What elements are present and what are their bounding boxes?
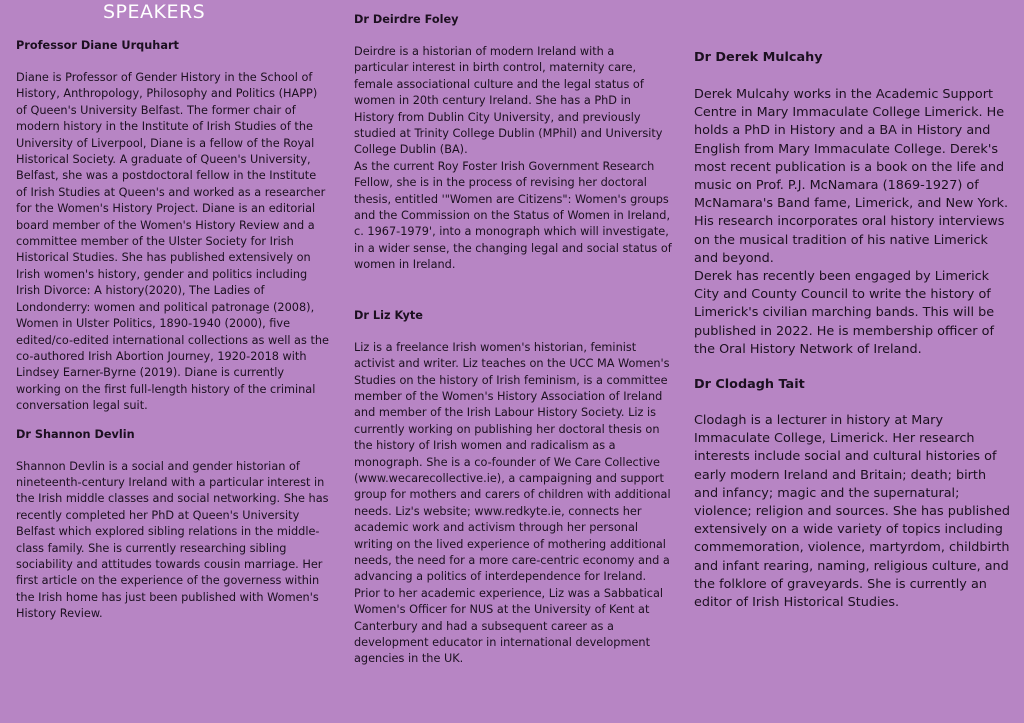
speaker-name: Dr Liz Kyte — [354, 308, 423, 322]
speaker-bio: Clodagh is a lecturer in history at Mary Immaculate College, Limerick. Her research interests include social and cultural histories of early modern Ireland and Britain; death; birth and infancy; magic and the supernatural; violence; religion and sources. She has published extensively on a wide variety of topics including commemoration, violence, martyrdom, childbirth and infant rearing, naming, religious culture, and the folklore of graveyards. She is currently an editor of Irish Historical Studies. — [694, 413, 1010, 611]
speaker-bio: Liz is a freelance Irish women's historian, feminist activist and writer. Liz teaches on the UCC MA Women's Studies on the history of Irish feminism, is a committee member of the Women's History Association of Ireland and member of the Irish Labour History Society. Liz is currently working on publishing her doctoral thesis on the history of Irish women and radicalism as a monograph. She is a co-founder of We Care Collective (www.wecarecollective.ie), a campaigning and support group for mothers and carers of children with additional needs. Liz's website; www.redkyte.ie, connects her academic work and activism through her personal writing on the lived experience of mothering additional needs, the need for a more care-centric economy and a advancing a politics of interdependence for Ireland. Prior to her academic experience, Liz was a Sabbatical Women's Officer for NUS at the University of Kent at Canterbury and had a subsequent career as a development educator in international development agencies in the UK. — [354, 340, 671, 666]
speaker-bio-continued: Derek has recently been engaged by Limerick City and County Council to write the history of Limerick's civilian marching bands. This will be published in 2022. He is membership officer of the Oral History Network of Ireland. — [694, 269, 995, 357]
speaker-name: Dr Deirdre Foley — [354, 13, 459, 26]
speaker-name: Dr Clodagh Tait — [694, 377, 805, 393]
column-right — [694, 0, 1010, 612]
speaker-bio: Derek Mulcahy works in the Academic Support Centre in Mary Immaculate College Limerick. He holds a PhD in History and a BA in History and English from Mary Immaculate College. Derek's most recent publication is a book on the life and music on Prof. P.J. McNamara (1869-1927) of McNamara's Band fame, Limerick, and New York. His research incorporates oral history interviews on the musical tradition of his native Limerick and beyond. — [694, 87, 1009, 266]
column-middle — [354, 0, 672, 668]
speaker-bio-continued: As the current Roy Foster Irish Government Research Fellow, she is in the process of revising her doctoral thesis, entitled '"Women are Citizens": Women's groups and the Commission on the Status of Women in Ireland, c. 1967-1979', into a monograph which will investigate, in a wider sense, the changing legal and social status of women in Ireland. — [354, 159, 672, 272]
column-left — [16, 0, 330, 623]
speaker-name: Professor Diane Urquhart — [16, 39, 179, 52]
page-title: SPEAKERS — [103, 1, 206, 23]
speaker-name: Dr Derek Mulcahy — [694, 50, 823, 65]
speaker-name: Dr Shannon Devlin — [16, 427, 135, 441]
speaker-bio: Deirdre is a historian of modern Ireland with a particular interest in birth control, maternity care, female associational culture and the legal status of women in 20th century Ireland. She has a PhD in History from Dublin City University, and previously studied at Trinity College Dublin (MPhil) and University College Dublin (BA). — [354, 45, 663, 157]
speaker-bio: Diane is Professor of Gender History in the School of History, Anthropology, Philosophy and Politics (HAPP) of Queen's University Belfast. The former chair of modern history in the Institute of Irish Studies of the University of Liverpool, Diane is a fellow of the Royal Historical Society. A graduate of Queen's University, Belfast, she was a postdoctoral fellow in the Institute of Irish Studies at Queen's and worked as a researcher for the Women's History Project. Diane is an editorial board member of the Women's History Review and a committee member of the Ulster Society for Irish Historical Studies. She has published extensively on Irish women's history, gender and politics including Irish Divorce: A history(2020), The Ladies of Londonderry: women and political patronage (2008), Women in Ulster Politics, 1890-1940 (2000), five edited/co-edited international collections as well as the co-authored Irish Abortion Journey, 1920-2018 with Lindsey Earner-Byrne (2019). Diane is currently working on the first full-length history of the criminal conversation legal suit. — [16, 71, 329, 413]
speaker-bio: Shannon Devlin is a social and gender historian of nineteenth-century Ireland with a particular interest in the Irish middle classes and social networking. She has recently completed her PhD at Queen's University Belfast which explored sibling relations in the middle-class family. She is currently researching sibling sociability and attitudes towards cousin marriage. Her first article on the experience of the governess within the Irish home has just been published with Women's History Review. — [16, 459, 329, 621]
